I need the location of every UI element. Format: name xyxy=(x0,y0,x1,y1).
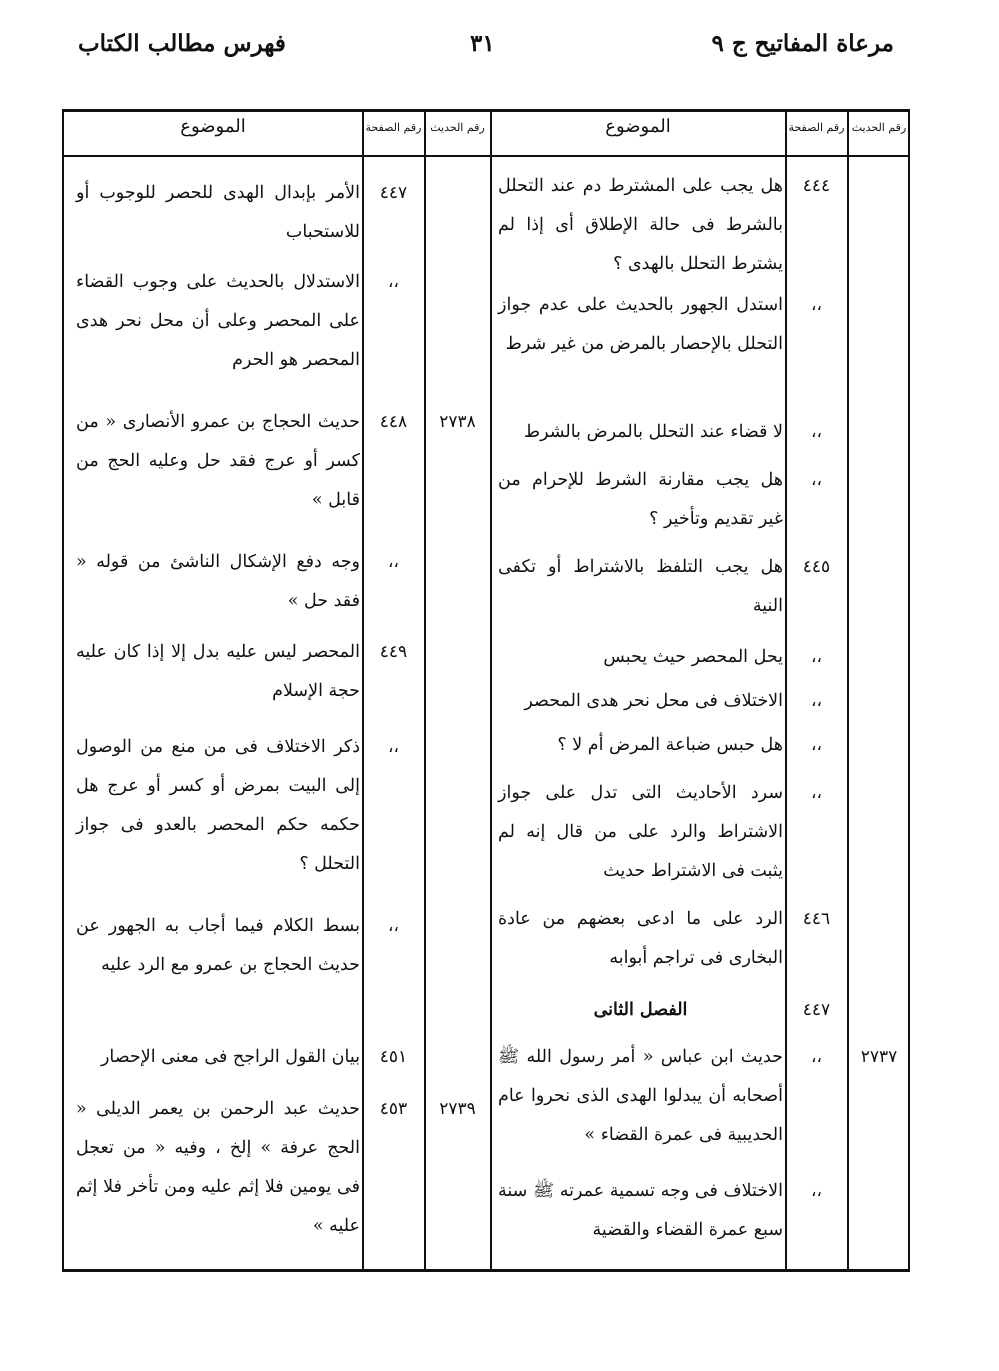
index-entry: ذكر الاختلاف فى من منع من الوصول إلى البيت بمرض أو كسر أو عرج هل حكمه حكم المحصر بالعدو فى جواز التحلل ؟ xyxy=(76,737,360,874)
page-ref: ،، xyxy=(811,783,822,803)
page-ref: ٤٤٧ xyxy=(379,183,408,203)
index-entry: يحل المحصر حيث يحبس xyxy=(603,647,783,667)
index-entry: حديث عبد الرحمن بن يعمر الديلى « الحج عرفة » إلخ ، وفيه « من تعجل فى يومين فلا إثم عليه ومن تأخر فلا إثم عليه » xyxy=(76,1099,360,1236)
index-entry: حديث ابن عباس « أمر رسول الله ﷺ أصحابه أن يبدلوا الهدى الذى نحروا عام الحديبية فى عمرة القضاء » xyxy=(498,1047,783,1145)
index-entry: بيان القول الراجح فى معنى الإحصار xyxy=(100,1047,360,1067)
hadith-number: ٢٧٣٨ xyxy=(439,412,476,432)
page-ref: ،، xyxy=(811,691,822,711)
page-ref: ،، xyxy=(388,272,399,292)
index-entry: الأمر بإبدال الهدى للحصر للوجوب أو للاستحباب xyxy=(76,183,360,242)
page-ref: ٤٥٣ xyxy=(379,1099,408,1119)
page-ref: ٤٤٤ xyxy=(802,176,831,196)
column-header-hadith-left: رقم الحديث xyxy=(430,121,485,134)
index-entry: الاختلاف فى محل نحر هدى المحصر xyxy=(524,691,783,711)
index-entry: هل حبس ضباعة المرض أم لا ؟ xyxy=(557,735,783,755)
page-ref: ،، xyxy=(811,422,822,442)
page-ref: ،، xyxy=(811,647,822,667)
column-divider xyxy=(490,109,492,1272)
index-entry: هل يجب مقارنة الشرط للإحرام من غير تقديم وتأخير ؟ xyxy=(498,470,783,529)
column-header-page-left: رقم الصفحة xyxy=(365,121,422,134)
column-header-topic-left: الموضوع xyxy=(180,116,246,137)
index-entry: سرد الأحاديث التى تدل على جواز الاشتراط والرد على من قال إنه لم يثبت فى الاشتراط حديث xyxy=(498,783,783,881)
column-header-topic-right: الموضوع xyxy=(605,116,671,137)
hadith-number: ٢٧٣٩ xyxy=(439,1099,476,1119)
page-ref: ،، xyxy=(811,295,822,315)
page-ref: ٤٥١ xyxy=(379,1047,408,1067)
index-entry: الاستدلال بالحديث على وجوب القضاء على المحصر وعلى أن محل نحر هدى المحصر هو الحرم xyxy=(76,272,360,370)
page-ref: ٤٤٧ xyxy=(802,1000,831,1020)
index-entry: لا قضاء عند التحلل بالمرض بالشرط xyxy=(523,422,783,442)
page-ref: ،، xyxy=(811,735,822,755)
page-ref: ٤٤٩ xyxy=(379,642,408,662)
page-ref: ،، xyxy=(811,470,822,490)
column-header-page-right: رقم الصفحة xyxy=(788,121,845,134)
page-ref: ،، xyxy=(811,1181,822,1201)
running-header-index-title: فهرس مطالب الكتاب xyxy=(78,30,286,57)
running-header-book-title: مرعاة المفاتيح ج ٩ xyxy=(711,30,894,57)
column-header-hadith-right: رقم الحديث xyxy=(851,121,907,134)
page-ref: ٤٤٥ xyxy=(802,557,831,577)
hadith-number: ٢٧٣٧ xyxy=(860,1047,898,1067)
index-entry: استدل الجهور بالحديث على عدم جواز التحلل بالإحصار بالمرض من غير شرط xyxy=(498,295,783,354)
header-rule xyxy=(62,155,910,157)
index-entry: بسط الكلام فيما أجاب به الجهور عن حديث الحجاج بن عمرو مع الرد عليه xyxy=(76,916,360,975)
page-ref: ٤٤٦ xyxy=(802,909,831,929)
column-divider xyxy=(847,109,849,1272)
page-ref: ،، xyxy=(388,552,399,572)
section-heading: الفصل الثانى xyxy=(593,1000,688,1020)
page-ref: ،، xyxy=(811,1047,822,1067)
index-entry: حديث الحجاج بن عمرو الأنصارى « من كسر أو عرج فقد حل وعليه الحج من قابل » xyxy=(76,412,360,510)
page-number: ٣١ xyxy=(470,30,495,57)
page-ref: ،، xyxy=(388,916,399,936)
index-entry: هل يجب على المشترط دم عند التحلل بالشرط فى حالة الإطلاق أى إذا لم يشترط التحلل بالهدى ؟ xyxy=(498,176,783,274)
index-entry: المحصر ليس عليه بدل إلا إذا كان عليه حجة الإسلام xyxy=(76,642,360,701)
page-ref: ٤٤٨ xyxy=(379,412,408,432)
index-entry: وجه دفع الإشكال الناشئ من قوله « فقد حل » xyxy=(76,552,360,611)
index-entry: الاختلاف فى وجه تسمية عمرته ﷺ سنة سبع عمرة القضاء والقضية xyxy=(498,1181,783,1240)
index-entry: هل يجب التلفظ بالاشتراط أو تكفى النية xyxy=(498,557,783,616)
page-ref: ،، xyxy=(388,737,399,757)
index-entry: الرد على ما ادعى بعضهم من عادة البخارى فى تراجم أبوابه xyxy=(498,909,783,968)
